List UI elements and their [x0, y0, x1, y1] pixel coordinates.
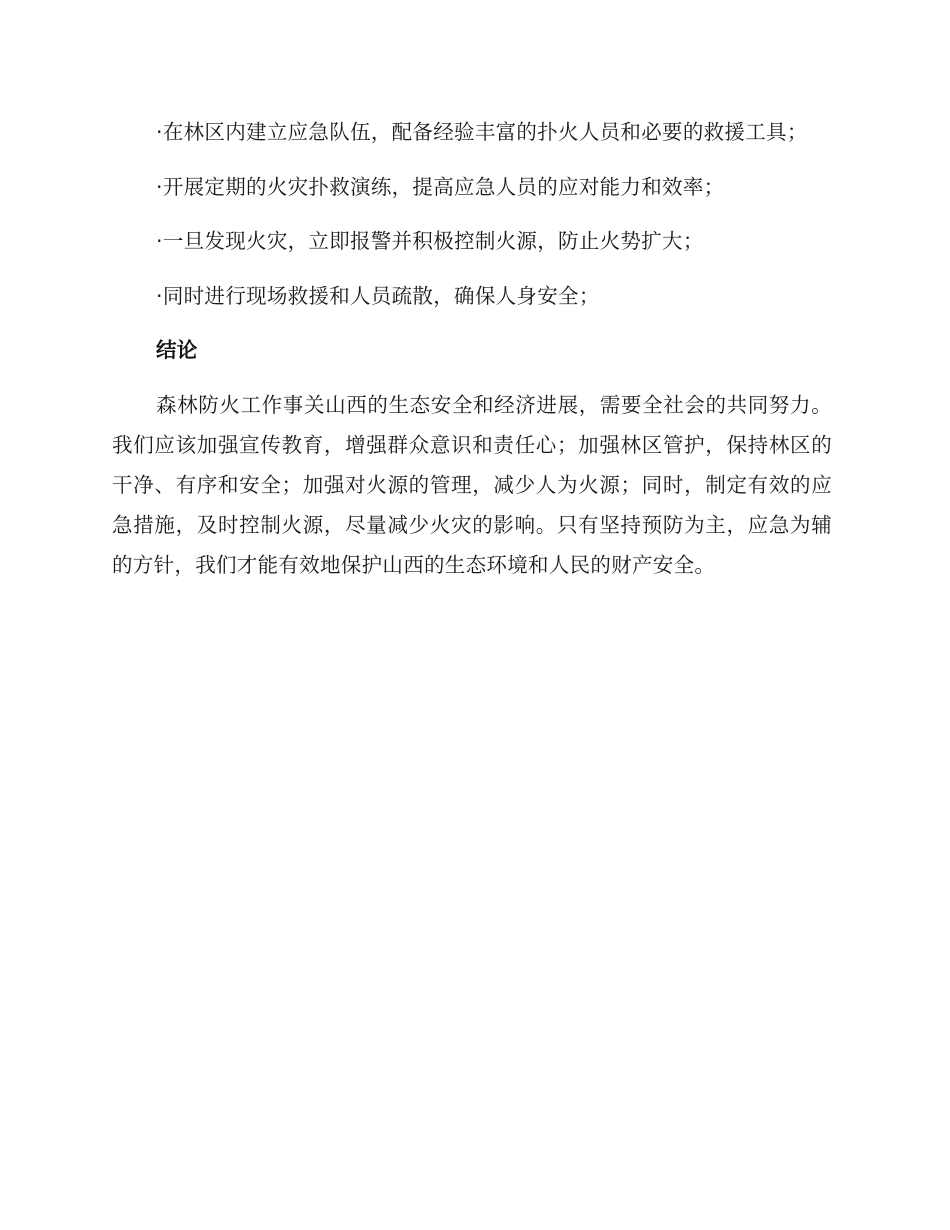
- bullet-text: 同时进行现场救援和人员疏散，确保人身安全；: [162, 283, 600, 308]
- bullet-item-emergency-team: [112, 112, 832, 152]
- conclusion-paragraph: 森林防火工作事关山西的生态安全和经济进展，需要全社会的共同努力。我们应该加强宣传教育，增强群众意识和责任心；加强林区管护，保持林区的干净、有序和安全；加强对火源的管理，减少人为火源；同时，制定有效的应急措施，及时控制火源，尽量减少火灾的影响。只有坚持预防为主，应急为辅的方针，我们才能有效地保护山西的生态环境和人民的财产安全。: [112, 392, 832, 577]
- bullet-marker: ·: [156, 283, 163, 308]
- bullet-item-report-fire: [112, 221, 832, 261]
- bullet-item-fire-drill: [112, 167, 832, 207]
- conclusion-heading: 结论: [156, 338, 198, 362]
- bullet-marker: ·: [156, 174, 163, 199]
- bullet-text: 一旦发现火灾，立即报警并积极控制火源，防止火势扩大；: [162, 229, 704, 253]
- bullet-item-evacuation: [112, 276, 832, 316]
- document-body: [112, 112, 832, 599]
- bullet-marker: ·: [156, 229, 163, 253]
- bullet-text: 开展定期的火灾扑救演练，提高应急人员的应对能力和效率；: [162, 174, 725, 199]
- bullet-text: 在林区内建立应急队伍，配备经验丰富的扑火人员和必要的救援工具；: [162, 120, 808, 144]
- bullet-marker: ·: [156, 120, 163, 144]
